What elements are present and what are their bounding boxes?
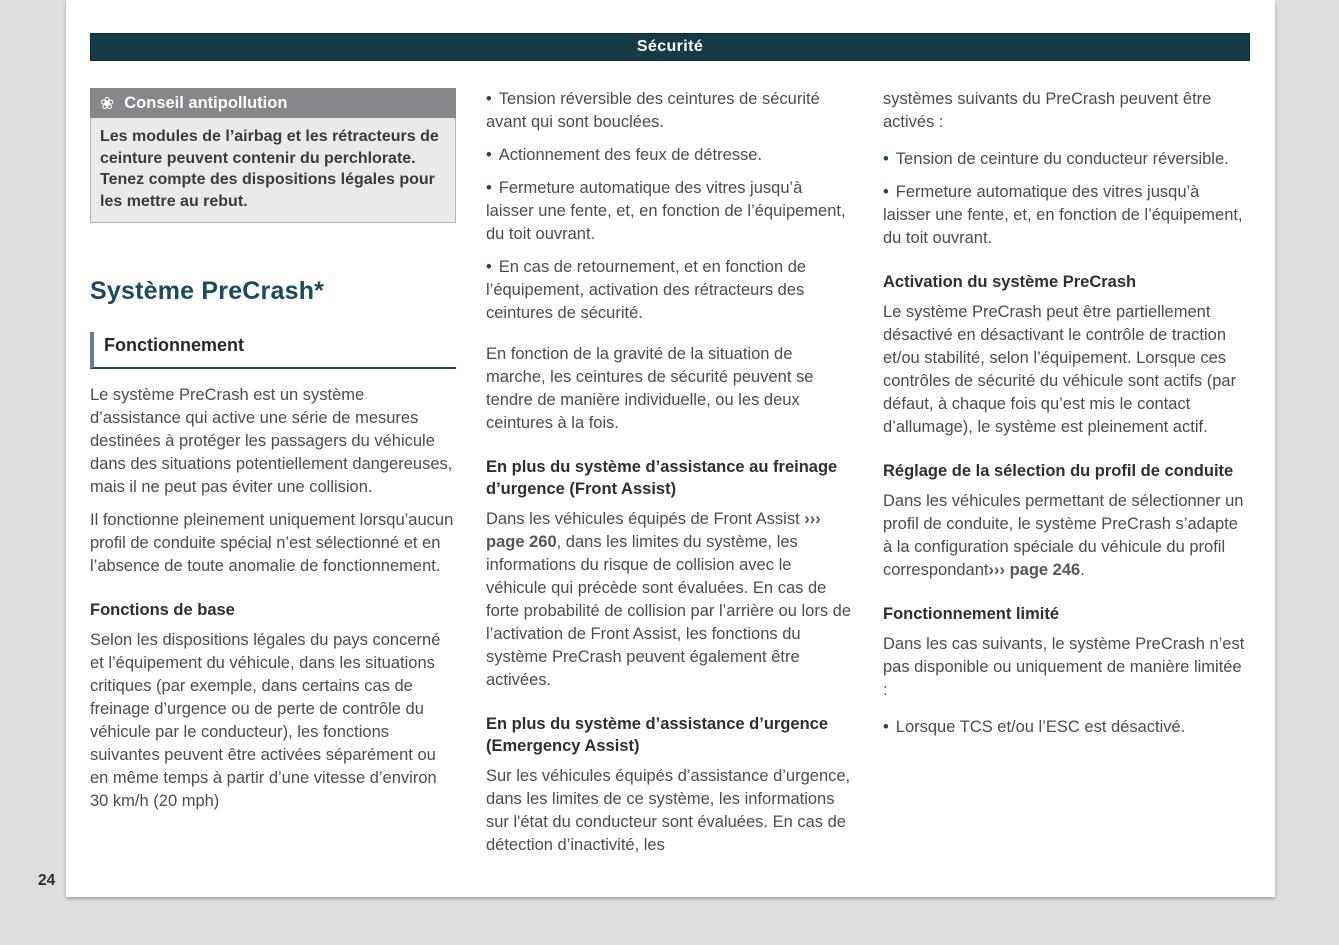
page-header-bar (90, 33, 1250, 61)
paragraph: systèmes suivants du PreCrash peuvent être activés : (883, 90, 1212, 131)
flower-icon: ❀ (100, 93, 115, 113)
antipollution-note-header (90, 88, 456, 118)
heading-front-assist: En plus du système d’assistance au freinage d’urgence (Front Assist) (486, 458, 838, 498)
paragraph-text: Dans les véhicules permettant de sélectionner un profil de conduite, le système PreCrash s’adapte à la configuration spéciale du véhicule du profil correspondant (883, 492, 1244, 579)
paragraph-text: , dans les limites du système, les informations du risque de collision avec le véhicule qui précède sont évaluées. En cas de forte probabilité de collision par l’arrière ou lors de l’activation de Front Assist, les fonctions du système PreCrash peuvent également être activées. (486, 533, 852, 689)
antipollution-note-body: Les modules de l’airbag et les rétracteurs de ceinture peuvent contenir du perchlorate. Tenez compte des dispositions légales pour les mettre au rebut. (90, 118, 456, 223)
list-item (486, 177, 853, 246)
bullet-dot: • (486, 90, 492, 108)
paragraph (883, 490, 1249, 582)
paragraph: Dans les cas suivants, le système PreCrash n’est pas disponible ou uniquement de manière limitée : (883, 635, 1245, 699)
column-2 (486, 88, 853, 867)
cross-reference-link-page-260[interactable]: ››› page 260 (486, 510, 821, 551)
column-3 (883, 88, 1249, 867)
antipollution-note-title: Conseil antipollution (124, 93, 288, 112)
bullet-dot: • (486, 179, 492, 197)
heading-fonctionnement-limite: Fonctionnement limité (883, 605, 1060, 623)
list-item (883, 181, 1249, 250)
paragraph: Il fonctionne pleinement uniquement lorsqu’aucun profil de conduite spécial n’est sélectionné et en l’absence de toute anomalie de fonctionnement. (90, 511, 454, 575)
list-item-text: Tension de ceinture du conducteur réversible. (895, 150, 1229, 168)
cross-reference-link-page-246[interactable]: ››› page 246 (988, 561, 1081, 579)
list-item (486, 144, 853, 167)
document-page (66, 0, 1275, 897)
list-item-text: Actionnement des feux de détresse. (498, 146, 763, 164)
paragraph: Le système PreCrash est un système d’assistance qui active une série de mesures destinées à protéger les passagers du véhicule dans des situations potentiellement dangereuses, mais il ne peut pas éviter une collision. (90, 386, 453, 496)
paragraph (486, 508, 853, 692)
heading-fonctions-de-base: Fonctions de base (90, 601, 235, 619)
paragraph: Selon les dispositions légales du pays concerné et l’équipement du véhicule, dans les situations critiques (par exemple, dans certains cas de freinage d’urgence ou de perte de contrôle du véhicule par le conducteur), les fonctions suivantes peuvent être activées séparément ou en même temps à partir d’une vitesse d’environ 30 km/h (20 mph) (90, 631, 441, 810)
list-item (883, 148, 1249, 171)
column-1 (90, 88, 456, 867)
paragraph: Le système PreCrash peut être partiellement désactivé en désactivant le contrôle de traction et/ou stabilité, selon l’équipement. Lorsque ces contrôles de sécurité du véhicule sont actifs (par défaut, à chaque fois qu’est mis le contact d’allumage), le système est pleinement actif. (883, 303, 1237, 436)
subsection-title-fonctionnement: Fonctionnement (90, 332, 456, 369)
bullet-dot: • (883, 150, 889, 168)
list-item (486, 256, 853, 325)
heading-emergency-assist: En plus du système d’assistance d’urgence (Emergency Assist) (486, 715, 829, 755)
bullet-dot: • (883, 183, 889, 201)
section-title-precrash: Système PreCrash* (90, 277, 325, 305)
paragraph-text: Dans les véhicules équipés de Front Assist (486, 510, 805, 528)
list-item-text: En cas de retournement, et en fonction de l’équipement, activation des rétracteurs des ceintures de sécurité. (486, 258, 807, 322)
list-item (883, 716, 1249, 739)
page-header-title: Sécurité (636, 38, 704, 55)
paragraph: Sur les véhicules équipés d’assistance d’urgence, dans les limites de ce système, les informations sur l'état du conducteur sont évaluées. En cas de détection d’inactivité, les (486, 767, 851, 854)
page-number: 24 (38, 872, 56, 889)
heading-activation-precrash: Activation du système PreCrash (883, 273, 1137, 291)
bullet-dot: • (486, 146, 492, 164)
list-item (486, 88, 853, 134)
paragraph-text: . (1080, 561, 1085, 579)
list-item-text: Tension réversible des ceintures de sécurité avant qui sont bouclées. (486, 90, 820, 131)
bullet-dot: • (486, 258, 492, 276)
paragraph: En fonction de la gravité de la situation de marche, les ceintures de sécurité peuvent se tendre de manière individuelle, ou les deux ceintures à la fois. (486, 345, 814, 432)
heading-reglage-profil: Réglage de la sélection du profil de conduite (883, 462, 1234, 480)
page-content (90, 88, 1250, 867)
list-item-text: Fermeture automatique des vitres jusqu’à laisser une fente, et, en fonction de l’équipement, du toit ouvrant. (486, 179, 846, 243)
list-item-text: Fermeture automatique des vitres jusqu’à laisser une fente, et, en fonction de l’équipement, du toit ouvrant. (883, 183, 1243, 247)
list-item-text: Lorsque TCS et/ou l’ESC est désactivé. (895, 718, 1186, 736)
bullet-dot: • (883, 718, 889, 736)
antipollution-note-box (90, 88, 456, 223)
